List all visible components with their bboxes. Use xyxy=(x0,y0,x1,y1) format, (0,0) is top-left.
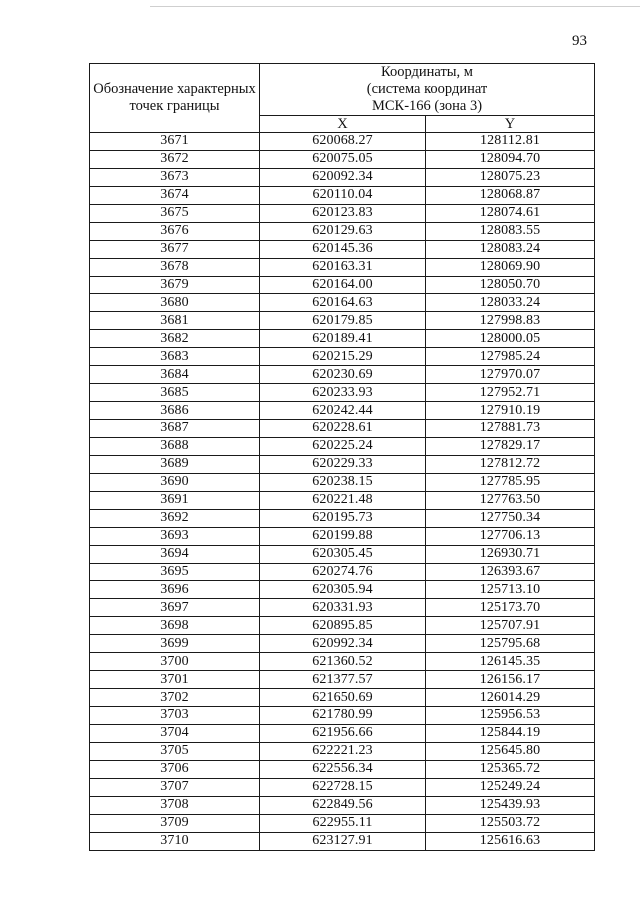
y-cell: 126156.17 xyxy=(426,671,595,689)
table-row xyxy=(90,312,595,330)
x-cell: 620242.44 xyxy=(260,402,426,420)
x-cell: 620331.93 xyxy=(260,599,426,617)
x-cell: 622556.34 xyxy=(260,760,426,778)
point-cell: 3705 xyxy=(90,742,260,760)
point-cell: 3697 xyxy=(90,599,260,617)
point-cell: 3686 xyxy=(90,402,260,420)
y-cell: 128094.70 xyxy=(426,150,595,168)
x-cell: 620229.33 xyxy=(260,455,426,473)
table-row xyxy=(90,258,595,276)
point-cell: 3695 xyxy=(90,563,260,581)
point-cell: 3685 xyxy=(90,384,260,402)
point-cell: 3690 xyxy=(90,473,260,491)
table-row xyxy=(90,563,595,581)
table-row xyxy=(90,707,595,725)
x-cell: 621956.66 xyxy=(260,724,426,742)
y-cell: 128074.61 xyxy=(426,204,595,222)
y-cell: 125795.68 xyxy=(426,635,595,653)
x-cell: 620895.85 xyxy=(260,617,426,635)
table-row xyxy=(90,348,595,366)
y-cell: 126393.67 xyxy=(426,563,595,581)
point-cell: 3703 xyxy=(90,707,260,725)
x-cell: 620274.76 xyxy=(260,563,426,581)
x-cell: 620199.88 xyxy=(260,527,426,545)
y-cell: 127910.19 xyxy=(426,402,595,420)
y-cell: 126145.35 xyxy=(426,653,595,671)
x-cell: 620233.93 xyxy=(260,384,426,402)
y-cell: 125844.19 xyxy=(426,724,595,742)
y-cell: 127763.50 xyxy=(426,491,595,509)
y-cell: 128075.23 xyxy=(426,168,595,186)
y-cell: 125173.70 xyxy=(426,599,595,617)
x-cell: 621780.99 xyxy=(260,707,426,725)
header-coordinates-line1: Координаты, м xyxy=(381,64,473,80)
table-row xyxy=(90,509,595,527)
point-cell: 3682 xyxy=(90,330,260,348)
point-cell: 3676 xyxy=(90,222,260,240)
header-point-designation: Обозначение характерных точек границы xyxy=(90,64,260,133)
point-cell: 3692 xyxy=(90,509,260,527)
y-cell: 128033.24 xyxy=(426,294,595,312)
point-cell: 3708 xyxy=(90,796,260,814)
table-row xyxy=(90,384,595,402)
x-cell: 620164.63 xyxy=(260,294,426,312)
x-cell: 620110.04 xyxy=(260,186,426,204)
point-cell: 3700 xyxy=(90,653,260,671)
table-row xyxy=(90,366,595,384)
table-row xyxy=(90,473,595,491)
x-cell: 620145.36 xyxy=(260,240,426,258)
table-row xyxy=(90,204,595,222)
coordinates-table xyxy=(89,63,595,851)
header-coordinates xyxy=(260,64,595,116)
point-cell: 3699 xyxy=(90,635,260,653)
point-cell: 3687 xyxy=(90,420,260,438)
point-cell: 3673 xyxy=(90,168,260,186)
point-cell: 3688 xyxy=(90,437,260,455)
x-cell: 620189.41 xyxy=(260,330,426,348)
point-cell: 3671 xyxy=(90,133,260,151)
table-row xyxy=(90,778,595,796)
table-row xyxy=(90,222,595,240)
point-cell: 3677 xyxy=(90,240,260,258)
top-rule xyxy=(150,6,640,7)
point-cell: 3704 xyxy=(90,724,260,742)
point-cell: 3701 xyxy=(90,671,260,689)
x-cell: 620215.29 xyxy=(260,348,426,366)
y-cell: 126014.29 xyxy=(426,689,595,707)
y-cell: 128083.24 xyxy=(426,240,595,258)
table-row xyxy=(90,653,595,671)
x-cell: 620305.45 xyxy=(260,545,426,563)
y-cell: 125616.63 xyxy=(426,832,595,850)
table-row xyxy=(90,294,595,312)
x-cell: 622728.15 xyxy=(260,778,426,796)
point-cell: 3679 xyxy=(90,276,260,294)
point-cell: 3678 xyxy=(90,258,260,276)
point-cell: 3689 xyxy=(90,455,260,473)
point-cell: 3707 xyxy=(90,778,260,796)
table-row xyxy=(90,168,595,186)
point-cell: 3674 xyxy=(90,186,260,204)
y-cell: 127952.71 xyxy=(426,384,595,402)
table-row xyxy=(90,599,595,617)
x-cell: 620123.83 xyxy=(260,204,426,222)
y-cell: 127970.07 xyxy=(426,366,595,384)
y-cell: 125645.80 xyxy=(426,742,595,760)
table-row xyxy=(90,437,595,455)
y-cell: 127785.95 xyxy=(426,473,595,491)
y-cell: 128000.05 xyxy=(426,330,595,348)
x-cell: 620305.94 xyxy=(260,581,426,599)
table-row xyxy=(90,527,595,545)
y-cell: 127829.17 xyxy=(426,437,595,455)
header-y: Y xyxy=(426,116,595,133)
x-cell: 620225.24 xyxy=(260,437,426,455)
table-body xyxy=(90,133,595,851)
x-cell: 622221.23 xyxy=(260,742,426,760)
table-row xyxy=(90,402,595,420)
page-number: 93 xyxy=(572,33,587,49)
y-cell: 127985.24 xyxy=(426,348,595,366)
y-cell: 125365.72 xyxy=(426,760,595,778)
x-cell: 621650.69 xyxy=(260,689,426,707)
x-cell: 620230.69 xyxy=(260,366,426,384)
x-cell: 620129.63 xyxy=(260,222,426,240)
x-cell: 620195.73 xyxy=(260,509,426,527)
x-cell: 620221.48 xyxy=(260,491,426,509)
x-cell: 620092.34 xyxy=(260,168,426,186)
point-cell: 3683 xyxy=(90,348,260,366)
table-row xyxy=(90,814,595,832)
x-cell: 622955.11 xyxy=(260,814,426,832)
point-cell: 3709 xyxy=(90,814,260,832)
table-row xyxy=(90,133,595,151)
table-row xyxy=(90,330,595,348)
point-cell: 3710 xyxy=(90,832,260,850)
y-cell: 127998.83 xyxy=(426,312,595,330)
x-cell: 620068.27 xyxy=(260,133,426,151)
y-cell: 128068.87 xyxy=(426,186,595,204)
table-row xyxy=(90,742,595,760)
table-row xyxy=(90,689,595,707)
y-cell: 128112.81 xyxy=(426,133,595,151)
table-row xyxy=(90,617,595,635)
x-cell: 620164.00 xyxy=(260,276,426,294)
point-cell: 3702 xyxy=(90,689,260,707)
header-row-main xyxy=(90,64,595,116)
table-row xyxy=(90,635,595,653)
x-cell: 623127.91 xyxy=(260,832,426,850)
header-coordinates-line3: МСК-166 (зона 3) xyxy=(371,98,483,114)
header-coordinates-line2: (система координат xyxy=(366,81,488,97)
point-cell: 3693 xyxy=(90,527,260,545)
point-cell: 3706 xyxy=(90,760,260,778)
point-cell: 3698 xyxy=(90,617,260,635)
x-cell: 620075.05 xyxy=(260,150,426,168)
x-cell: 620179.85 xyxy=(260,312,426,330)
x-cell: 621377.57 xyxy=(260,671,426,689)
header-x: X xyxy=(260,116,426,133)
table-header xyxy=(90,64,595,133)
y-cell: 128050.70 xyxy=(426,276,595,294)
x-cell: 620228.61 xyxy=(260,420,426,438)
y-cell: 125439.93 xyxy=(426,796,595,814)
y-cell: 127750.34 xyxy=(426,509,595,527)
table-row xyxy=(90,545,595,563)
point-cell: 3681 xyxy=(90,312,260,330)
x-cell: 621360.52 xyxy=(260,653,426,671)
y-cell: 125503.72 xyxy=(426,814,595,832)
y-cell: 127881.73 xyxy=(426,420,595,438)
point-cell: 3696 xyxy=(90,581,260,599)
table-row xyxy=(90,832,595,850)
point-cell: 3680 xyxy=(90,294,260,312)
table-row xyxy=(90,455,595,473)
table-row xyxy=(90,491,595,509)
y-cell: 128083.55 xyxy=(426,222,595,240)
table-row xyxy=(90,150,595,168)
table-row xyxy=(90,796,595,814)
y-cell: 125956.53 xyxy=(426,707,595,725)
point-cell: 3691 xyxy=(90,491,260,509)
y-cell: 125249.24 xyxy=(426,778,595,796)
table-row xyxy=(90,240,595,258)
y-cell: 126930.71 xyxy=(426,545,595,563)
x-cell: 620992.34 xyxy=(260,635,426,653)
point-cell: 3684 xyxy=(90,366,260,384)
table-row xyxy=(90,671,595,689)
table-row xyxy=(90,760,595,778)
table-row xyxy=(90,186,595,204)
x-cell: 620238.15 xyxy=(260,473,426,491)
y-cell: 128069.90 xyxy=(426,258,595,276)
point-cell: 3672 xyxy=(90,150,260,168)
y-cell: 127706.13 xyxy=(426,527,595,545)
table-row xyxy=(90,581,595,599)
point-cell: 3675 xyxy=(90,204,260,222)
table-row xyxy=(90,276,595,294)
y-cell: 125707.91 xyxy=(426,617,595,635)
table-row xyxy=(90,724,595,742)
y-cell: 127812.72 xyxy=(426,455,595,473)
y-cell: 125713.10 xyxy=(426,581,595,599)
table-row xyxy=(90,420,595,438)
point-cell: 3694 xyxy=(90,545,260,563)
x-cell: 622849.56 xyxy=(260,796,426,814)
x-cell: 620163.31 xyxy=(260,258,426,276)
